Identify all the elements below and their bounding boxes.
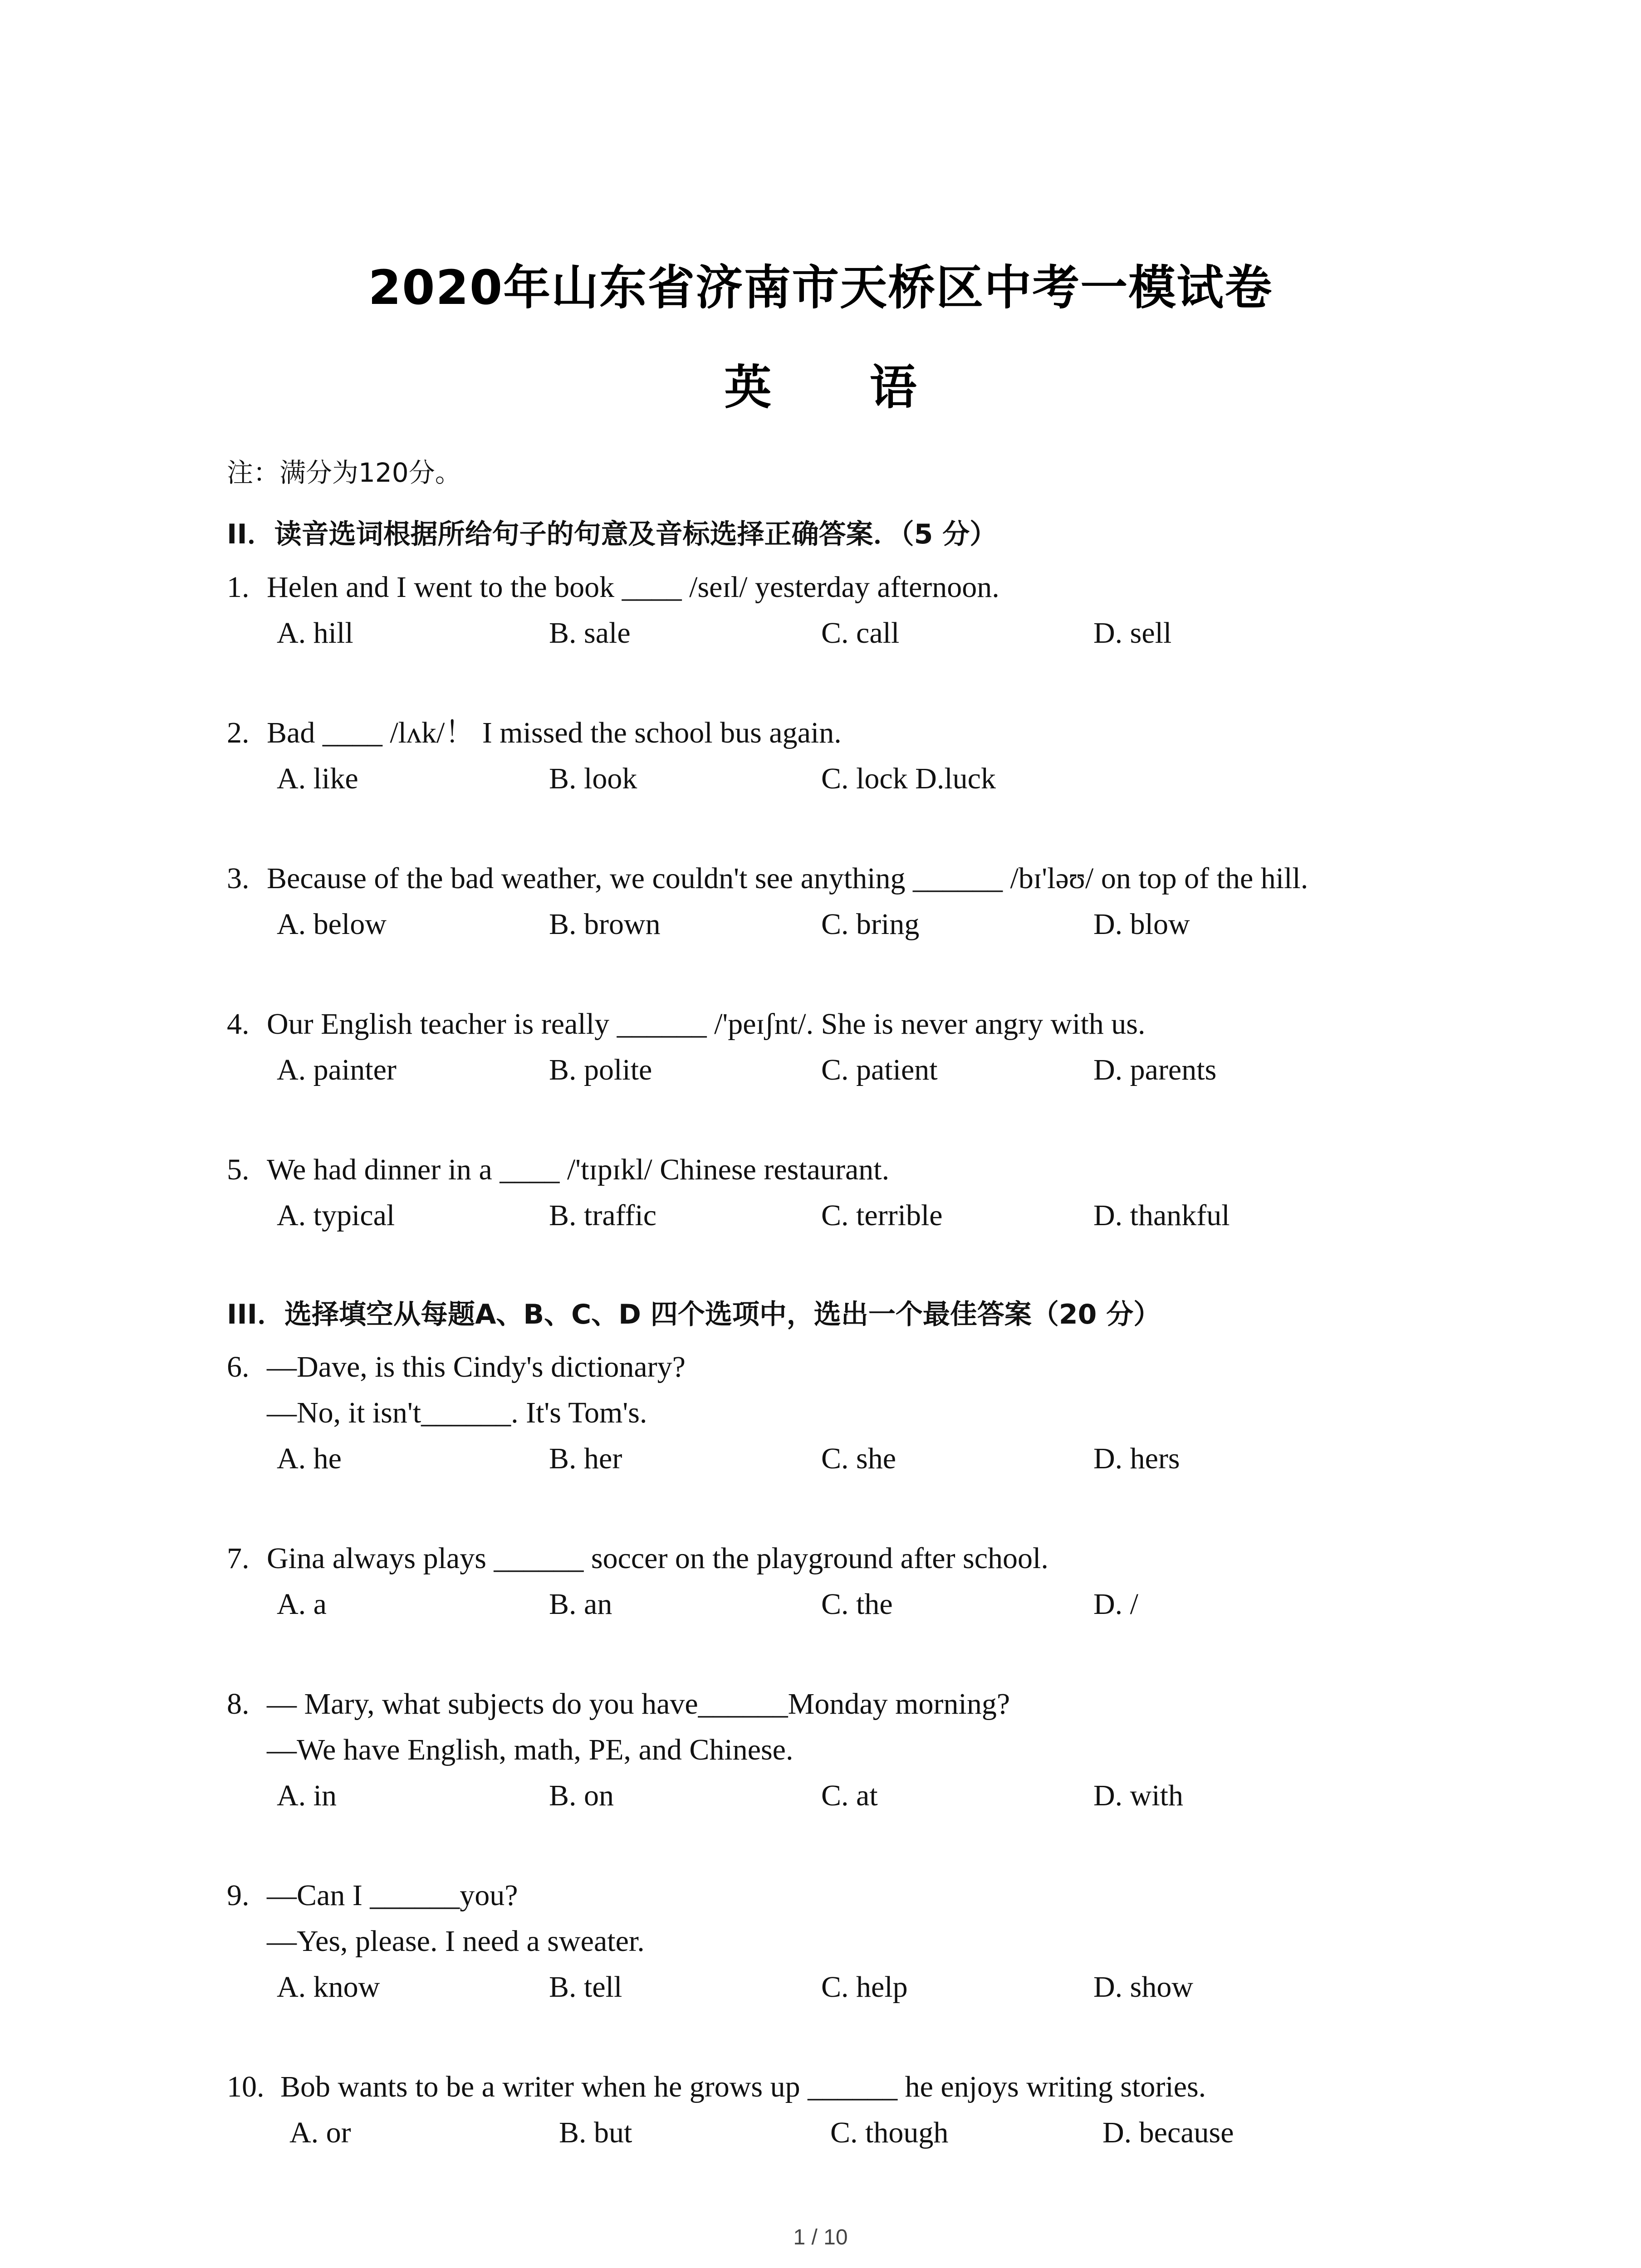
option-d[interactable]: D. / [1093,1588,1138,1621]
question-number: 4. [227,1007,250,1041]
option-a[interactable]: A. like [277,762,358,795]
option-d[interactable]: D. show [1093,1970,1194,2004]
option-c[interactable]: C. terrible [821,1199,943,1232]
option-b[interactable]: B. tell [549,1970,622,2004]
option-a[interactable]: A. in [277,1779,337,1812]
option-a[interactable]: A. painter [277,1053,397,1086]
option-c[interactable]: C. she [821,1442,896,1475]
question-number: 10. [227,2070,265,2103]
question-text: Because of the bad weather, we couldn't see anything ______ /bɪ'ləʊ/ on top of the hill. [267,862,1308,895]
question-stem [227,1872,1452,1918]
question-9 [227,1872,1452,2010]
option-c[interactable]: C. patient [821,1053,938,1086]
option-c[interactable]: C. at [821,1779,878,1812]
option-a[interactable]: A. hill [277,616,353,650]
question-text: We had dinner in a ____ /'tɪpɪkl/ Chinese restaurant. [267,1153,890,1186]
option-d[interactable]: D. thankful [1093,1199,1230,1232]
options-row [227,1964,1452,2010]
question-number: 7. [227,1542,250,1575]
option-b[interactable]: B. sale [549,616,631,650]
question-text: Our English teacher is really ______ /'peɪʃnt/. She is never angry with us. [267,1007,1146,1041]
question-text-line-2: —No, it isn't______. It's Tom's. [267,1396,647,1429]
option-a[interactable]: A. typical [277,1199,395,1232]
question-text: Bob wants to be a writer when he grows up ______ he enjoys writing stories. [280,2070,1206,2103]
option-b[interactable]: B. her [549,1442,622,1475]
option-b[interactable]: B. on [549,1779,614,1812]
question-number: 8. [227,1687,250,1721]
question-number: 6. [227,1350,250,1383]
option-d[interactable]: D. hers [1093,1442,1180,1475]
option-c[interactable]: C. bring [821,908,920,941]
question-5 [227,1147,1452,1238]
question-text: Bad ____ /lʌk/！ I missed the school bus again. [267,716,842,749]
option-d[interactable]: D. sell [1093,616,1172,650]
options-row [227,610,1452,656]
section-title-2: II．读音选词根据所给句子的句意及音标选择正确答案．（5 分） [227,518,997,550]
question-10 [227,2064,1452,2156]
question-stem [227,1681,1452,1727]
options-row [227,1436,1452,1481]
option-a[interactable]: A. or [289,2116,351,2149]
question-text: —Dave, is this Cindy's dictionary? [267,1350,686,1383]
option-a[interactable]: A. he [277,1442,342,1475]
question-text-line-2: —We have English, math, PE, and Chinese. [267,1733,794,1766]
question-number: 5. [227,1153,250,1186]
option-b[interactable]: B. look [549,762,637,795]
question-stem [227,1344,1452,1390]
question-text: Helen and I went to the book ____ /seɪl/ yesterday afternoon. [267,571,999,604]
options-row [227,1193,1452,1238]
option-a[interactable]: A. below [277,908,387,941]
exam-title: 2020年山东省济南市天桥区中考一模试卷 [368,260,1273,315]
section-title-3: III．选择填空从每题A、B、C、D 四个选项中，选出一个最佳答案（20 分） [227,1299,1161,1330]
question-6 [227,1344,1452,1481]
question-stem [227,564,1452,610]
option-b[interactable]: B. polite [549,1053,652,1086]
option-c[interactable]: C. call [821,616,900,650]
option-c[interactable]: C. help [821,1970,908,2004]
question-3 [227,855,1452,947]
question-stem [227,1535,1452,1581]
options-row [227,1581,1452,1627]
question-number: 9. [227,1879,250,1912]
option-d[interactable]: D. with [1093,1779,1183,1812]
option-d[interactable]: D. parents [1093,1053,1217,1086]
score-note: 注：满分为120分。 [227,457,461,488]
options-row [227,901,1452,947]
option-c[interactable]: C. though [830,2116,949,2149]
question-stem [227,1001,1452,1047]
options-row [227,756,1452,802]
question-2 [227,710,1452,802]
question-8 [227,1681,1452,1818]
options-row [227,1773,1452,1818]
question-stem [227,2064,1452,2110]
page-number: 1 / 10 [793,2225,848,2249]
question-4 [227,1001,1452,1093]
question-number: 3. [227,862,250,895]
question-number: 2. [227,716,250,749]
exam-subtitle: 英 语 [724,360,958,415]
question-stem [227,1147,1452,1193]
options-row [227,2110,1452,2156]
option-b[interactable]: B. an [549,1588,612,1621]
option-b[interactable]: B. brown [549,908,661,941]
question-text: Gina always plays ______ soccer on the playground after school. [267,1542,1048,1575]
option-c[interactable]: C. lock D.luck [821,762,996,795]
question-text: —Can I ______you? [267,1879,518,1912]
question-number: 1. [227,571,250,604]
options-row [227,1047,1452,1093]
question-7 [227,1535,1452,1627]
question-1 [227,564,1452,656]
option-d[interactable]: D. blow [1093,908,1190,941]
option-b[interactable]: B. traffic [549,1199,657,1232]
question-stem [227,855,1452,901]
option-d[interactable]: D. because [1102,2116,1234,2149]
option-b[interactable]: B. but [559,2116,632,2149]
option-a[interactable]: A. know [277,1970,380,2004]
question-stem [227,710,1452,756]
option-c[interactable]: C. the [821,1588,893,1621]
option-a[interactable]: A. a [277,1588,327,1621]
question-text-line-2: —Yes, please. I need a sweater. [267,1925,645,1958]
question-text: — Mary, what subjects do you have______Monday morning? [267,1687,1010,1721]
